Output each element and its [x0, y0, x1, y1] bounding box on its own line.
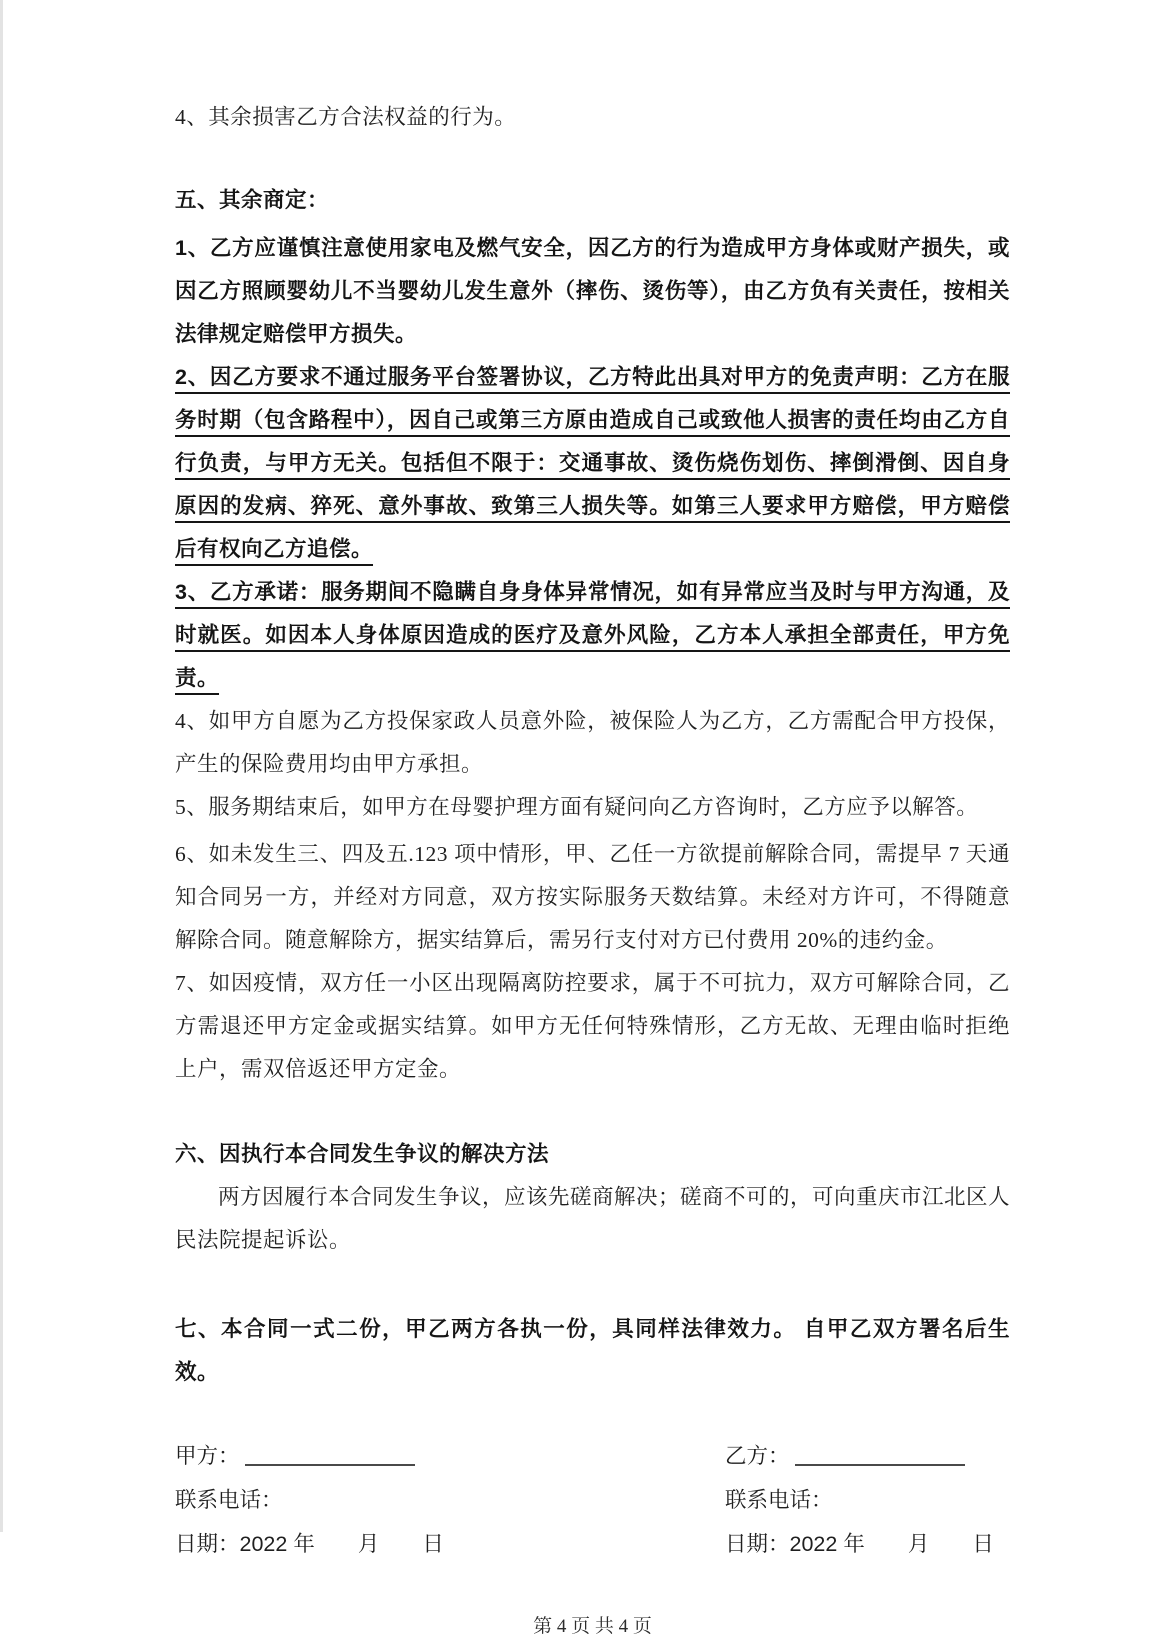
party-b-signature-line [795, 1444, 965, 1466]
section-7-heading: 七、本合同一式二份，甲乙两方各执一份，具同样法律效力。 自甲乙双方署名后生效。 [175, 1317, 1010, 1384]
party-a-signature-column [175, 1434, 725, 1566]
party-b-date-value: 2022 年 月 日 [789, 1532, 994, 1556]
party-a-signature-line [245, 1444, 415, 1466]
party-b-phone-row [725, 1478, 1010, 1522]
section-6-heading: 六、因执行本合同发生争议的解决方法 [175, 1142, 550, 1166]
party-b-phone-label: 联系电话： [725, 1488, 833, 1512]
clause-5-1: 1、乙方应谨慎注意使用家电及燃气安全，因乙方的行为造成甲方身体或财产损失，或因乙方照顾婴幼儿不当婴幼儿发生意外（摔伤、烫伤等），由乙方负有关责任，按相关法律规定赔偿甲方损失。 [175, 236, 1010, 346]
party-a-date-row [175, 1522, 725, 1566]
clause-5-6: 6、如未发生三、四及五.123 项中情形，甲、乙任一方欲提前解除合同，需提早 7 天通知合同另一方，并经对方同意，双方按实际服务天数结算。未经对方许可，不得随意解除合同。随意解除方，据实结算后，需另行支付对方已付费用 20%的违约金。 [175, 842, 1010, 952]
clause-4-4: 4、其余损害乙方合法权益的行为。 [175, 105, 517, 129]
signature-block [175, 1434, 1010, 1566]
party-b-label: 乙方： [725, 1444, 790, 1468]
party-b-name-row [725, 1434, 1010, 1478]
clause-5-7: 7、如因疫情，双方任一小区出现隔离防控要求，属于不可抗力，双方可解除合同，乙方需退还甲方定金或据实结算。如甲方无任何特殊情形，乙方无故、无理由临时拒绝上户，需双倍返还甲方定金。 [175, 971, 1010, 1081]
section-6-body: 两方因履行本合同发生争议，应该先磋商解决；磋商不可的，可向重庆市江北区人民法院提起诉讼。 [175, 1185, 1011, 1252]
party-b-signature-column [725, 1434, 1010, 1566]
party-a-name-row [175, 1434, 725, 1478]
party-a-label: 甲方： [175, 1444, 240, 1468]
party-a-phone-row [175, 1478, 725, 1522]
clause-5-2: 2、因乙方要求不通过服务平台签署协议，乙方特此出具对甲方的免责声明：乙方在服务时期（包含路程中），因自己或第三方原由造成自己或致他人损害的责任均由乙方自行负责，与甲方无关。包括但不限于：交通事故、烫伤烧伤划伤、摔倒滑倒、因自身原因的发病、猝死、意外事故、致第三人损失等。如第三人要求甲方赔偿，甲方赔偿后有权向乙方追偿。 [175, 365, 1010, 561]
section-5-heading: 五、其余商定： [175, 188, 330, 212]
page-number: 第 4 页 共 4 页 [533, 1616, 652, 1637]
party-a-phone-label: 联系电话： [175, 1488, 283, 1512]
clause-5-5: 5、服务期结束后，如甲方在母婴护理方面有疑问向乙方咨询时，乙方应予以解答。 [175, 795, 979, 819]
clause-5-4: 4、如甲方自愿为乙方投保家政人员意外险，被保险人为乙方，乙方需配合甲方投保，产生的保险费用均由甲方承担。 [175, 709, 1010, 776]
clause-5-3: 3、乙方承诺：服务期间不隐瞒自身身体异常情况，如有异常应当及时与甲方沟通，及时就医。如因本人身体原因造成的医疗及意外风险，乙方本人承担全部责任，甲方免责。 [175, 580, 1010, 690]
party-a-date-value: 2022 年 月 日 [239, 1532, 444, 1556]
party-b-date-label: 日期： [725, 1532, 790, 1556]
party-a-date-label: 日期： [175, 1532, 240, 1556]
party-b-date-row [725, 1522, 1010, 1566]
